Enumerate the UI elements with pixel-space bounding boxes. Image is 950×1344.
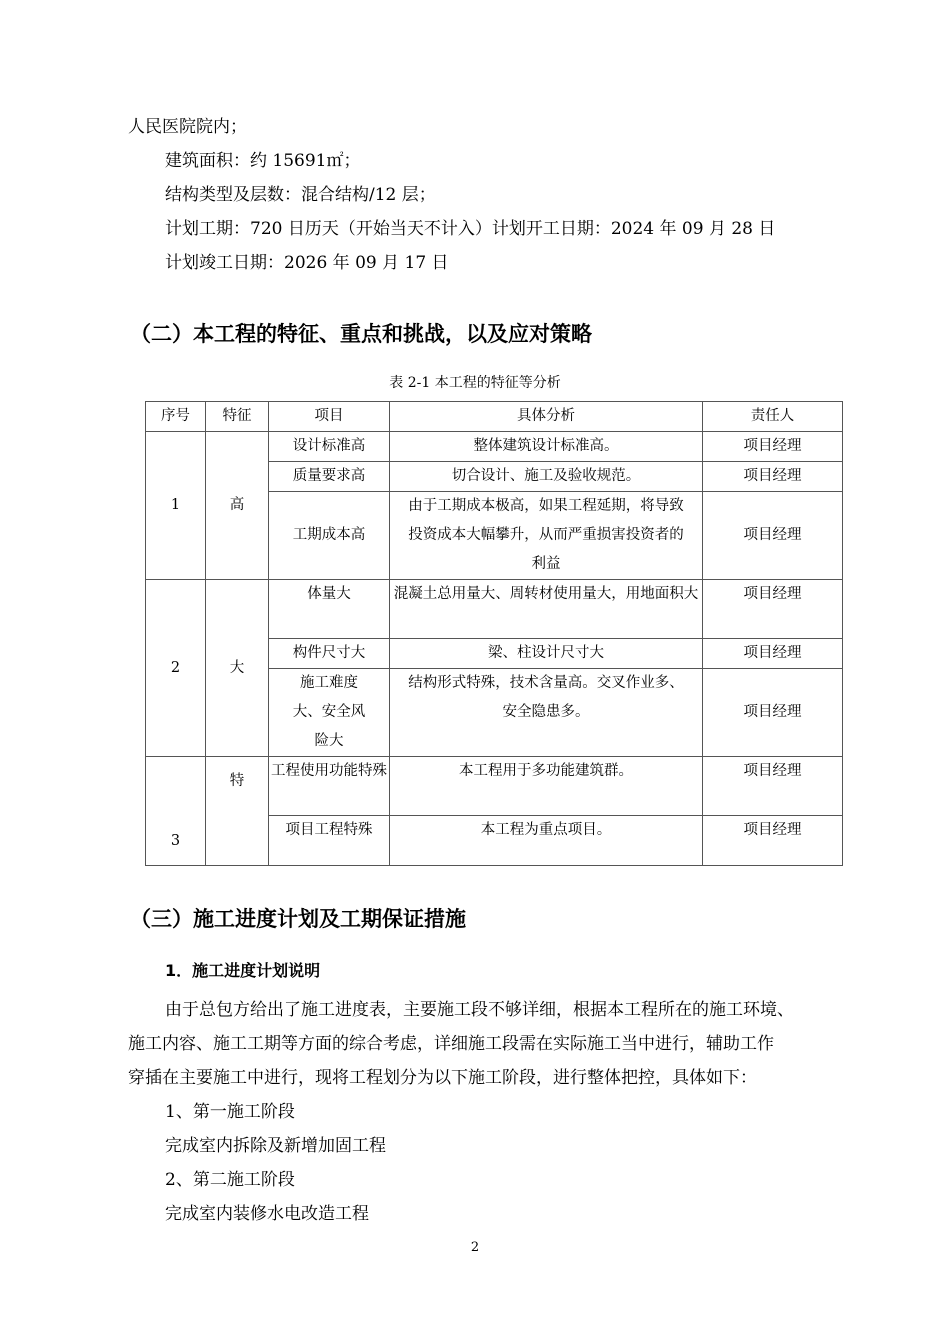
item-cell: 设计标准高 <box>269 432 390 462</box>
group-number-cell <box>146 757 206 866</box>
analysis-cell: 整体建筑设计标准高。 <box>390 432 703 462</box>
para1-line3: 穿插在主要施工中进行，现将工程划分为以下施工阶段，进行整体把控，具体如下： <box>128 1068 757 1088</box>
analysis-cell: 混凝土总用量大、周转材使用量大，用地面积大 <box>390 580 703 639</box>
page-number: 2 <box>470 1240 480 1255</box>
intro-line-structure: 结构类型及层数：混合结构/12 层； <box>165 185 436 205</box>
owner-cell: 项目经理 <box>703 757 843 816</box>
para1-line2: 施工内容、施工工期等方面的综合考虑，详细施工段需在实际施工当中进行，辅助工作 <box>128 1034 774 1054</box>
owner-cell: 项目经理 <box>703 580 843 639</box>
analysis-cell: 切合设计、施工及验收规范。 <box>390 462 703 492</box>
header-cell: 序号 <box>146 402 206 432</box>
item-cell: 体量大 <box>269 580 390 639</box>
item-cell: 工期成本高 <box>269 492 390 580</box>
owner-cell: 项目经理 <box>703 639 843 669</box>
group-feature-cell: 高 <box>206 432 269 580</box>
intro-line-location: 人民医院院内； <box>128 117 247 137</box>
section3-heading: （三）施工进度计划及工期保证措施 <box>130 907 466 931</box>
section3-subheading: 1．施工进度计划说明 <box>165 961 321 980</box>
group-number-cell: 1 <box>146 432 206 580</box>
owner-cell: 项目经理 <box>703 816 843 866</box>
analysis-cell: 结构形式特殊，技术含量高。交叉作业多、安全隐患多。 <box>390 669 703 757</box>
intro-line-completion: 计划竣工日期：2026 年 09 月 17 日 <box>165 253 449 273</box>
header-cell: 项目 <box>269 402 390 432</box>
owner-cell: 项目经理 <box>703 492 843 580</box>
item-cell: 构件尺寸大 <box>269 639 390 669</box>
header-cell: 特征 <box>206 402 269 432</box>
group-feature-cell: 大 <box>206 580 269 757</box>
table-row <box>146 757 843 816</box>
section2-heading: （二）本工程的特征、重点和挑战，以及应对策略 <box>130 322 592 346</box>
analysis-cell: 梁、柱设计尺寸大 <box>390 639 703 669</box>
header-cell: 具体分析 <box>390 402 703 432</box>
stage2-title: 2、第二施工阶段 <box>165 1170 295 1190</box>
owner-cell: 项目经理 <box>703 462 843 492</box>
item-cell: 施工难度大、安全风险大 <box>269 669 390 757</box>
intro-line-area: 建筑面积：约 15691㎡； <box>165 151 361 171</box>
header-cell: 责任人 <box>703 402 843 432</box>
analysis-cell: 由于工期成本极高，如果工程延期，将导致投资成本大幅攀升，从而严重损害投资者的利益 <box>390 492 703 580</box>
table-row <box>146 580 843 639</box>
owner-cell: 项目经理 <box>703 432 843 462</box>
stage1-title: 1、第一施工阶段 <box>165 1102 295 1122</box>
para1-line1: 由于总包方给出了施工进度表，主要施工段不够详细，根据本工程所在的施工环境、 <box>165 1000 794 1020</box>
analysis-cell: 本工程用于多功能建筑群。 <box>390 757 703 816</box>
feature-analysis-table <box>145 401 843 866</box>
table-header-row <box>146 402 843 432</box>
item-cell: 工程使用功能特殊 <box>269 757 390 816</box>
group-number-text: 3 <box>170 832 181 849</box>
item-cell: 质量要求高 <box>269 462 390 492</box>
group-number-cell: 2 <box>146 580 206 757</box>
stage2-desc: 完成室内装修水电改造工程 <box>165 1204 369 1224</box>
owner-cell: 项目经理 <box>703 669 843 757</box>
analysis-cell: 本工程为重点项目。 <box>390 816 703 866</box>
table-caption: 表 2-1 本工程的特征等分析 <box>389 375 561 391</box>
item-cell: 项目工程特殊 <box>269 816 390 866</box>
stage1-desc: 完成室内拆除及新增加固工程 <box>165 1136 386 1156</box>
table-row <box>146 432 843 462</box>
group-feature-cell <box>206 757 269 866</box>
intro-line-duration: 计划工期：720 日历天（开始当天不计入）计划开工日期：2024 年 09 月 28 日 <box>165 219 776 239</box>
group-feature-text: 特 <box>229 773 245 789</box>
